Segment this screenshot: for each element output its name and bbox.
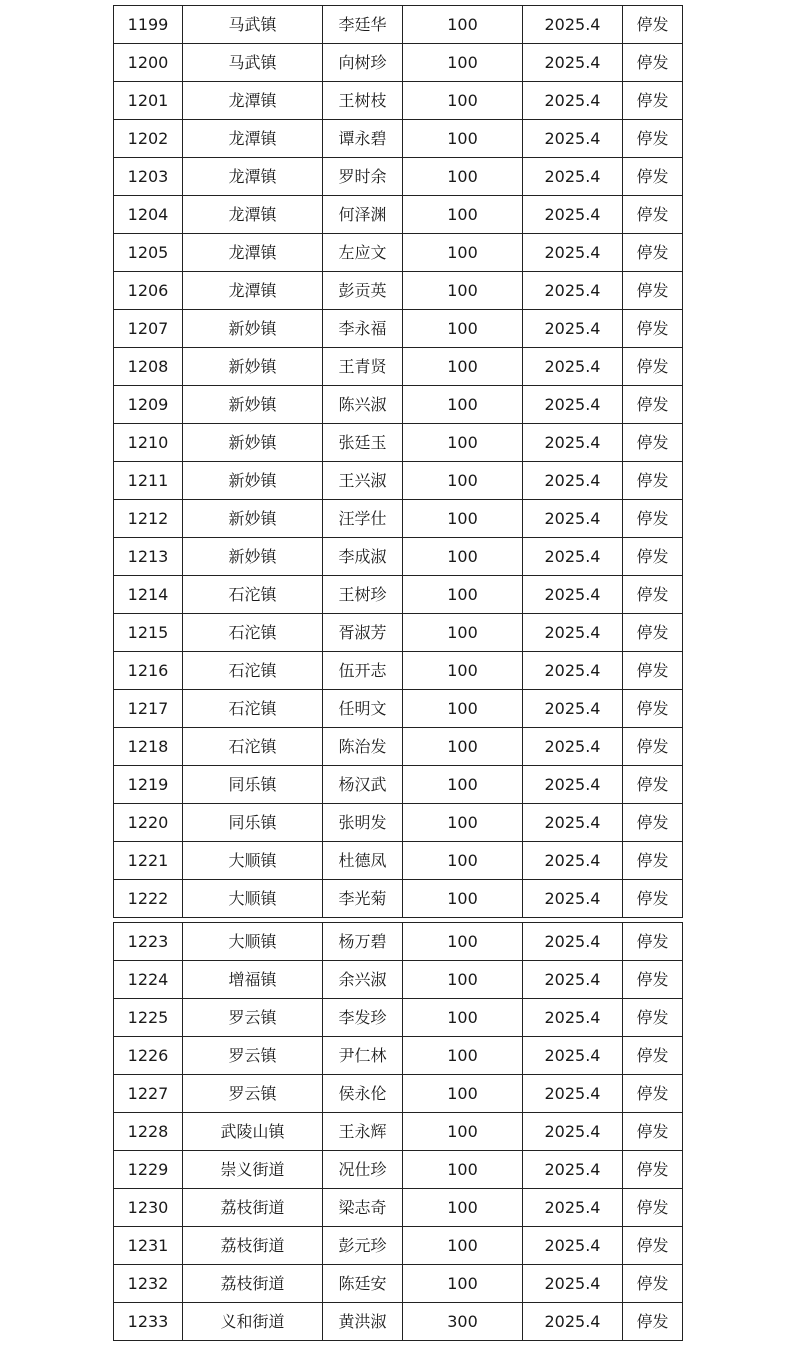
- town-cell: 武陵山镇: [183, 1113, 323, 1151]
- table-row: [114, 690, 683, 728]
- amount-cell: 100: [403, 196, 523, 234]
- amount-cell: 100: [403, 1037, 523, 1075]
- town-cell: 石沱镇: [183, 576, 323, 614]
- date-cell: 2025.4: [523, 652, 623, 690]
- town-cell: 同乐镇: [183, 766, 323, 804]
- status-cell: 停发: [623, 158, 683, 196]
- amount-cell: 100: [403, 1189, 523, 1227]
- date-cell: 2025.4: [523, 1227, 623, 1265]
- status-cell: 停发: [623, 1075, 683, 1113]
- status-cell: 停发: [623, 999, 683, 1037]
- serial-number-cell: 1224: [114, 961, 183, 999]
- date-cell: 2025.4: [523, 348, 623, 386]
- table-row: [114, 880, 683, 918]
- town-cell: 石沱镇: [183, 652, 323, 690]
- name-cell: 李光菊: [323, 880, 403, 918]
- status-cell: 停发: [623, 1303, 683, 1341]
- status-cell: 停发: [623, 1265, 683, 1303]
- name-cell: 陈治发: [323, 728, 403, 766]
- name-cell: 彭元珍: [323, 1227, 403, 1265]
- table-body: [114, 923, 683, 1341]
- serial-number-cell: 1233: [114, 1303, 183, 1341]
- name-cell: 左应文: [323, 234, 403, 272]
- date-cell: 2025.4: [523, 310, 623, 348]
- name-cell: 王兴淑: [323, 462, 403, 500]
- status-cell: 停发: [623, 348, 683, 386]
- date-cell: 2025.4: [523, 1189, 623, 1227]
- serial-number-cell: 1212: [114, 500, 183, 538]
- status-cell: 停发: [623, 614, 683, 652]
- serial-number-cell: 1206: [114, 272, 183, 310]
- serial-number-cell: 1225: [114, 999, 183, 1037]
- town-cell: 罗云镇: [183, 1037, 323, 1075]
- amount-cell: 100: [403, 386, 523, 424]
- serial-number-cell: 1231: [114, 1227, 183, 1265]
- amount-cell: 100: [403, 999, 523, 1037]
- amount-cell: 100: [403, 961, 523, 999]
- town-cell: 龙潭镇: [183, 120, 323, 158]
- status-cell: 停发: [623, 386, 683, 424]
- town-cell: 马武镇: [183, 44, 323, 82]
- date-cell: 2025.4: [523, 880, 623, 918]
- town-cell: 新妙镇: [183, 462, 323, 500]
- table-row: [114, 1265, 683, 1303]
- serial-number-cell: 1211: [114, 462, 183, 500]
- date-cell: 2025.4: [523, 424, 623, 462]
- date-cell: 2025.4: [523, 728, 623, 766]
- amount-cell: 100: [403, 766, 523, 804]
- name-cell: 彭贡英: [323, 272, 403, 310]
- table-row: [114, 538, 683, 576]
- serial-number-cell: 1228: [114, 1113, 183, 1151]
- name-cell: 杨万碧: [323, 923, 403, 961]
- serial-number-cell: 1201: [114, 82, 183, 120]
- table-row: [114, 614, 683, 652]
- amount-cell: 100: [403, 576, 523, 614]
- name-cell: 汪学仕: [323, 500, 403, 538]
- amount-cell: 100: [403, 652, 523, 690]
- data-table-part-1: [113, 5, 683, 918]
- table-row: [114, 196, 683, 234]
- name-cell: 向树珍: [323, 44, 403, 82]
- status-cell: 停发: [623, 804, 683, 842]
- serial-number-cell: 1199: [114, 6, 183, 44]
- table-row: [114, 158, 683, 196]
- date-cell: 2025.4: [523, 196, 623, 234]
- status-cell: 停发: [623, 842, 683, 880]
- amount-cell: 100: [403, 310, 523, 348]
- serial-number-cell: 1222: [114, 880, 183, 918]
- table-row: [114, 272, 683, 310]
- date-cell: 2025.4: [523, 576, 623, 614]
- date-cell: 2025.4: [523, 999, 623, 1037]
- date-cell: 2025.4: [523, 1037, 623, 1075]
- date-cell: 2025.4: [523, 120, 623, 158]
- date-cell: 2025.4: [523, 462, 623, 500]
- town-cell: 石沱镇: [183, 728, 323, 766]
- name-cell: 张廷玉: [323, 424, 403, 462]
- status-cell: 停发: [623, 1037, 683, 1075]
- table-row: [114, 500, 683, 538]
- status-cell: 停发: [623, 424, 683, 462]
- town-cell: 新妙镇: [183, 310, 323, 348]
- date-cell: 2025.4: [523, 690, 623, 728]
- date-cell: 2025.4: [523, 766, 623, 804]
- date-cell: 2025.4: [523, 158, 623, 196]
- status-cell: 停发: [623, 576, 683, 614]
- town-cell: 大顺镇: [183, 842, 323, 880]
- status-cell: 停发: [623, 728, 683, 766]
- town-cell: 龙潭镇: [183, 234, 323, 272]
- table-row: [114, 576, 683, 614]
- town-cell: 义和街道: [183, 1303, 323, 1341]
- name-cell: 罗时余: [323, 158, 403, 196]
- name-cell: 况仕珍: [323, 1151, 403, 1189]
- name-cell: 黄洪淑: [323, 1303, 403, 1341]
- status-cell: 停发: [623, 880, 683, 918]
- table-row: [114, 462, 683, 500]
- serial-number-cell: 1230: [114, 1189, 183, 1227]
- amount-cell: 100: [403, 880, 523, 918]
- serial-number-cell: 1216: [114, 652, 183, 690]
- table-row: [114, 923, 683, 961]
- status-cell: 停发: [623, 196, 683, 234]
- date-cell: 2025.4: [523, 234, 623, 272]
- date-cell: 2025.4: [523, 1151, 623, 1189]
- name-cell: 陈廷安: [323, 1265, 403, 1303]
- name-cell: 李永福: [323, 310, 403, 348]
- serial-number-cell: 1229: [114, 1151, 183, 1189]
- town-cell: 石沱镇: [183, 690, 323, 728]
- status-cell: 停发: [623, 538, 683, 576]
- amount-cell: 100: [403, 1151, 523, 1189]
- status-cell: 停发: [623, 1227, 683, 1265]
- name-cell: 王青贤: [323, 348, 403, 386]
- table-row: [114, 82, 683, 120]
- amount-cell: 100: [403, 158, 523, 196]
- town-cell: 罗云镇: [183, 999, 323, 1037]
- name-cell: 杨汉武: [323, 766, 403, 804]
- serial-number-cell: 1223: [114, 923, 183, 961]
- table-row: [114, 999, 683, 1037]
- status-cell: 停发: [623, 462, 683, 500]
- date-cell: 2025.4: [523, 614, 623, 652]
- amount-cell: 100: [403, 1075, 523, 1113]
- date-cell: 2025.4: [523, 538, 623, 576]
- amount-cell: 100: [403, 44, 523, 82]
- status-cell: 停发: [623, 6, 683, 44]
- town-cell: 荔枝街道: [183, 1265, 323, 1303]
- date-cell: 2025.4: [523, 500, 623, 538]
- table-row: [114, 310, 683, 348]
- serial-number-cell: 1219: [114, 766, 183, 804]
- town-cell: 罗云镇: [183, 1075, 323, 1113]
- date-cell: 2025.4: [523, 386, 623, 424]
- status-cell: 停发: [623, 690, 683, 728]
- amount-cell: 100: [403, 923, 523, 961]
- amount-cell: 100: [403, 500, 523, 538]
- amount-cell: 100: [403, 234, 523, 272]
- status-cell: 停发: [623, 1113, 683, 1151]
- name-cell: 侯永伦: [323, 1075, 403, 1113]
- table-row: [114, 44, 683, 82]
- table-row: [114, 120, 683, 158]
- name-cell: 伍开志: [323, 652, 403, 690]
- amount-cell: 100: [403, 690, 523, 728]
- town-cell: 龙潭镇: [183, 158, 323, 196]
- date-cell: 2025.4: [523, 1113, 623, 1151]
- date-cell: 2025.4: [523, 44, 623, 82]
- table-row: [114, 348, 683, 386]
- amount-cell: 100: [403, 1265, 523, 1303]
- status-cell: 停发: [623, 1151, 683, 1189]
- date-cell: 2025.4: [523, 272, 623, 310]
- date-cell: 2025.4: [523, 804, 623, 842]
- name-cell: 张明发: [323, 804, 403, 842]
- serial-number-cell: 1215: [114, 614, 183, 652]
- table-row: [114, 652, 683, 690]
- table-row: [114, 386, 683, 424]
- date-cell: 2025.4: [523, 1075, 623, 1113]
- town-cell: 龙潭镇: [183, 196, 323, 234]
- table-row: [114, 1189, 683, 1227]
- status-cell: 停发: [623, 766, 683, 804]
- town-cell: 崇义街道: [183, 1151, 323, 1189]
- status-cell: 停发: [623, 234, 683, 272]
- name-cell: 王树珍: [323, 576, 403, 614]
- date-cell: 2025.4: [523, 6, 623, 44]
- serial-number-cell: 1205: [114, 234, 183, 272]
- name-cell: 何泽渊: [323, 196, 403, 234]
- table-row: [114, 804, 683, 842]
- date-cell: 2025.4: [523, 82, 623, 120]
- status-cell: 停发: [623, 923, 683, 961]
- date-cell: 2025.4: [523, 1265, 623, 1303]
- table-row: [114, 1303, 683, 1341]
- table-row: [114, 842, 683, 880]
- table-row: [114, 1227, 683, 1265]
- table-row: [114, 6, 683, 44]
- name-cell: 王树枝: [323, 82, 403, 120]
- amount-cell: 100: [403, 842, 523, 880]
- amount-cell: 100: [403, 804, 523, 842]
- serial-number-cell: 1203: [114, 158, 183, 196]
- town-cell: 荔枝街道: [183, 1189, 323, 1227]
- town-cell: 大顺镇: [183, 923, 323, 961]
- name-cell: 李廷华: [323, 6, 403, 44]
- town-cell: 龙潭镇: [183, 82, 323, 120]
- amount-cell: 300: [403, 1303, 523, 1341]
- status-cell: 停发: [623, 1189, 683, 1227]
- name-cell: 杜德凤: [323, 842, 403, 880]
- amount-cell: 100: [403, 6, 523, 44]
- town-cell: 荔枝街道: [183, 1227, 323, 1265]
- amount-cell: 100: [403, 1227, 523, 1265]
- town-cell: 新妙镇: [183, 538, 323, 576]
- town-cell: 马武镇: [183, 6, 323, 44]
- amount-cell: 100: [403, 614, 523, 652]
- status-cell: 停发: [623, 44, 683, 82]
- table-row: [114, 1113, 683, 1151]
- status-cell: 停发: [623, 272, 683, 310]
- table-body: [114, 6, 683, 918]
- table-row: [114, 1151, 683, 1189]
- table-row: [114, 728, 683, 766]
- date-cell: 2025.4: [523, 923, 623, 961]
- serial-number-cell: 1214: [114, 576, 183, 614]
- town-cell: 大顺镇: [183, 880, 323, 918]
- serial-number-cell: 1213: [114, 538, 183, 576]
- serial-number-cell: 1202: [114, 120, 183, 158]
- town-cell: 新妙镇: [183, 348, 323, 386]
- serial-number-cell: 1208: [114, 348, 183, 386]
- name-cell: 谭永碧: [323, 120, 403, 158]
- table-row: [114, 1075, 683, 1113]
- serial-number-cell: 1210: [114, 424, 183, 462]
- data-table-part-2: [113, 922, 683, 1341]
- name-cell: 余兴淑: [323, 961, 403, 999]
- serial-number-cell: 1221: [114, 842, 183, 880]
- status-cell: 停发: [623, 500, 683, 538]
- amount-cell: 100: [403, 348, 523, 386]
- status-cell: 停发: [623, 961, 683, 999]
- town-cell: 同乐镇: [183, 804, 323, 842]
- serial-number-cell: 1200: [114, 44, 183, 82]
- amount-cell: 100: [403, 538, 523, 576]
- name-cell: 尹仁林: [323, 1037, 403, 1075]
- table-row: [114, 234, 683, 272]
- name-cell: 梁志奇: [323, 1189, 403, 1227]
- name-cell: 任明文: [323, 690, 403, 728]
- amount-cell: 100: [403, 728, 523, 766]
- serial-number-cell: 1207: [114, 310, 183, 348]
- serial-number-cell: 1226: [114, 1037, 183, 1075]
- serial-number-cell: 1227: [114, 1075, 183, 1113]
- serial-number-cell: 1204: [114, 196, 183, 234]
- status-cell: 停发: [623, 652, 683, 690]
- table-row: [114, 961, 683, 999]
- serial-number-cell: 1218: [114, 728, 183, 766]
- amount-cell: 100: [403, 120, 523, 158]
- amount-cell: 100: [403, 1113, 523, 1151]
- table-row: [114, 1037, 683, 1075]
- status-cell: 停发: [623, 82, 683, 120]
- date-cell: 2025.4: [523, 842, 623, 880]
- serial-number-cell: 1232: [114, 1265, 183, 1303]
- town-cell: 新妙镇: [183, 424, 323, 462]
- serial-number-cell: 1217: [114, 690, 183, 728]
- name-cell: 王永辉: [323, 1113, 403, 1151]
- date-cell: 2025.4: [523, 1303, 623, 1341]
- serial-number-cell: 1220: [114, 804, 183, 842]
- name-cell: 胥淑芳: [323, 614, 403, 652]
- town-cell: 龙潭镇: [183, 272, 323, 310]
- name-cell: 李成淑: [323, 538, 403, 576]
- status-cell: 停发: [623, 310, 683, 348]
- town-cell: 新妙镇: [183, 500, 323, 538]
- amount-cell: 100: [403, 82, 523, 120]
- table-row: [114, 766, 683, 804]
- amount-cell: 100: [403, 272, 523, 310]
- name-cell: 李发珍: [323, 999, 403, 1037]
- town-cell: 增福镇: [183, 961, 323, 999]
- town-cell: 新妙镇: [183, 386, 323, 424]
- amount-cell: 100: [403, 462, 523, 500]
- town-cell: 石沱镇: [183, 614, 323, 652]
- status-cell: 停发: [623, 120, 683, 158]
- serial-number-cell: 1209: [114, 386, 183, 424]
- amount-cell: 100: [403, 424, 523, 462]
- table-row: [114, 424, 683, 462]
- name-cell: 陈兴淑: [323, 386, 403, 424]
- date-cell: 2025.4: [523, 961, 623, 999]
